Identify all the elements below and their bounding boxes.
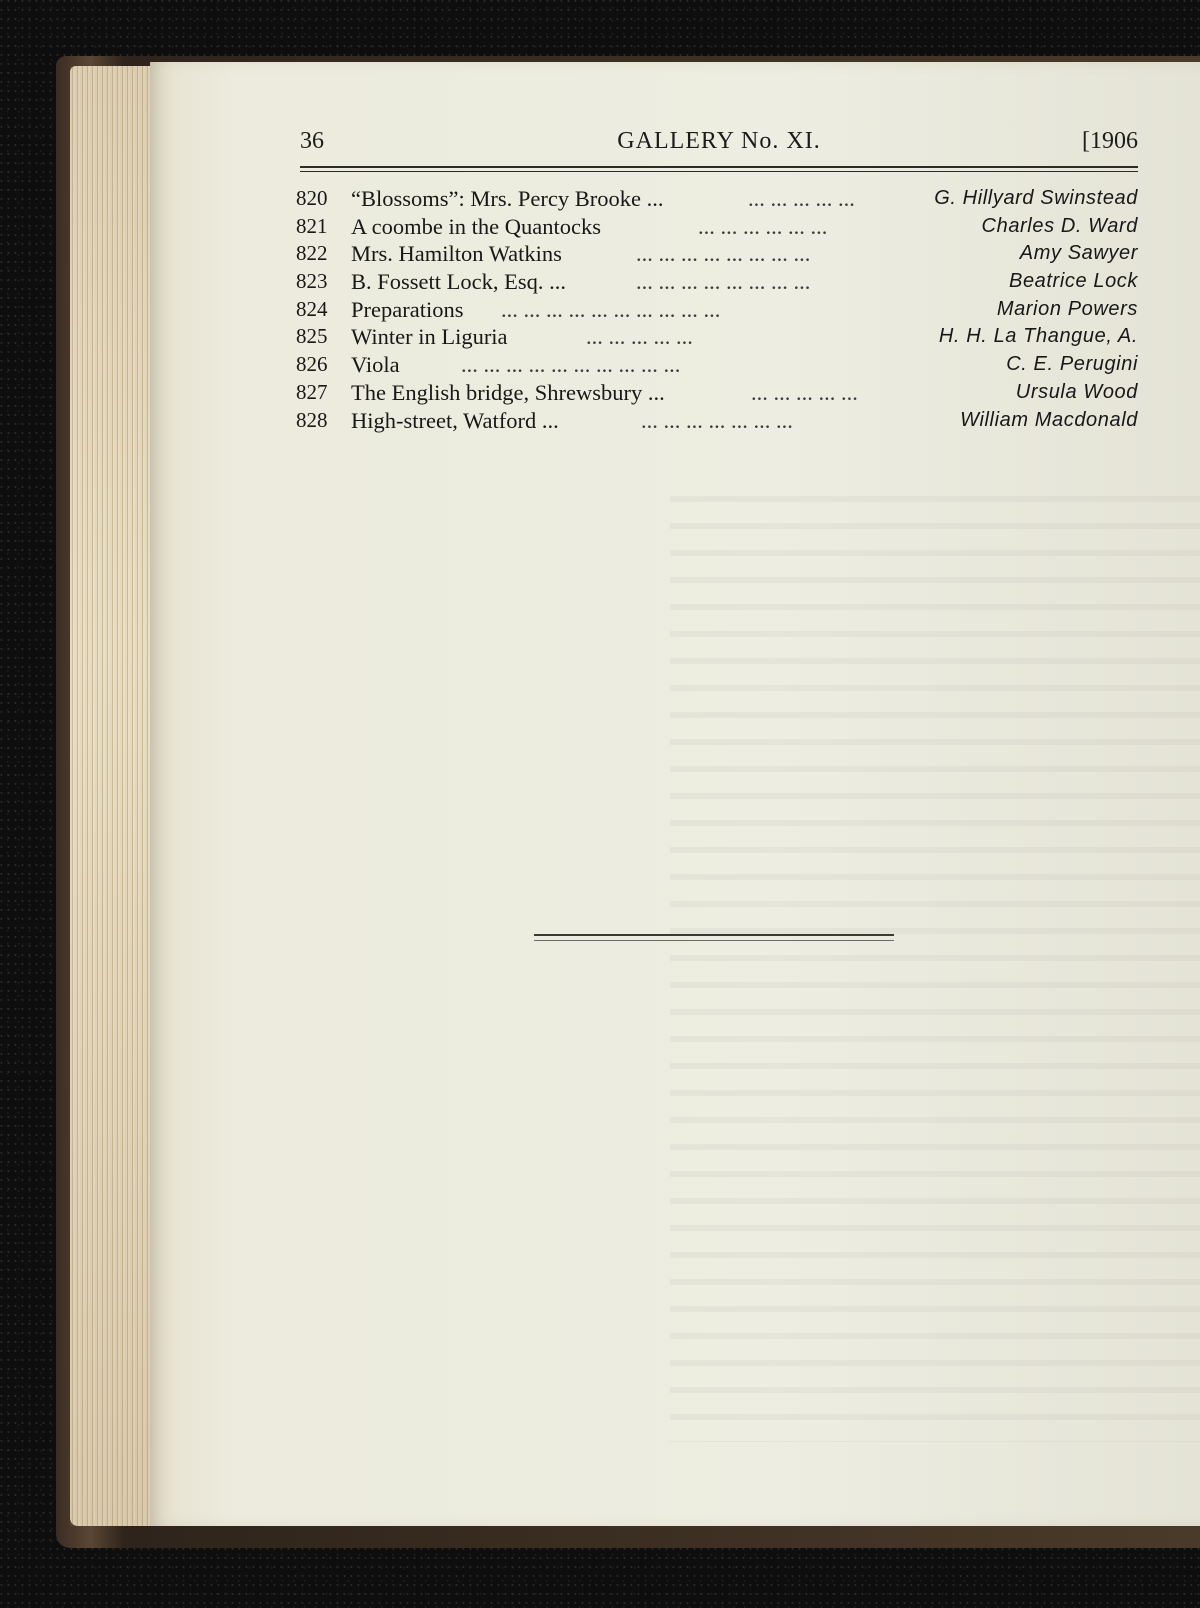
entry-artist: Marion Powers: [996, 297, 1138, 320]
entry-artist: Charles D. Ward: [981, 214, 1138, 237]
entry-number: 828: [296, 407, 328, 432]
page-header: [300, 128, 1138, 162]
header-rule: [300, 166, 1138, 168]
entry-number: 825: [296, 324, 328, 349]
leader-dots: ... ... ... ... ... ... ... ...: [636, 241, 811, 267]
entry-title: Mrs. Hamilton Watkins: [351, 241, 562, 267]
entry-title: Preparations: [351, 296, 464, 322]
year-label: [1906: [1082, 128, 1138, 154]
list-item: [296, 214, 1138, 242]
entry-artist: C. E. Perugini: [1006, 353, 1138, 376]
entry-title: “Blossoms”: Mrs. Percy Brooke ...: [351, 186, 664, 211]
list-item: [296, 408, 1138, 436]
section-divider-thin: [534, 940, 894, 941]
catalogue-entries: [296, 186, 1138, 435]
leader-dots: ... ... ... ... ... ... ... ... ... ...: [501, 296, 721, 322]
entry-number: 824: [296, 296, 328, 321]
entry-title: B. Fossett Lock, Esq. ...: [351, 269, 567, 295]
entry-number: 826: [296, 352, 328, 377]
page-number: 36: [300, 128, 324, 154]
entry-number: 822: [296, 241, 328, 266]
list-item: [296, 380, 1138, 408]
running-title: GALLERY No. XI.: [617, 128, 821, 154]
section-divider: [534, 934, 894, 936]
leader-dots: ... ... ... ... ...: [748, 186, 855, 211]
entry-number: 821: [296, 213, 328, 238]
entry-artist: Beatrice Lock: [1009, 270, 1138, 293]
entry-number: 827: [296, 379, 328, 404]
entry-artist: H. H. La Thangue, A.: [938, 325, 1138, 348]
leader-dots: ... ... ... ... ... ... ... ... ... ...: [461, 352, 681, 378]
entry-title: A coombe in the Quantocks: [351, 213, 601, 239]
list-item: [296, 352, 1138, 380]
leader-dots: ... ... ... ... ... ...: [698, 213, 828, 239]
entry-title: Winter in Liguria: [351, 324, 508, 350]
list-item: [296, 324, 1138, 352]
entry-number: 823: [296, 269, 328, 294]
show-through-text: [670, 482, 1200, 1442]
list-item: [296, 297, 1138, 325]
entry-artist: G. Hillyard Swinstead: [934, 187, 1138, 209]
leader-dots: ... ... ... ... ... ... ...: [641, 407, 793, 433]
entry-title: The English bridge, Shrewsbury ...: [351, 379, 665, 405]
list-item: [296, 241, 1138, 269]
leader-dots: ... ... ... ... ... ... ... ...: [636, 269, 811, 295]
entry-artist: Amy Sawyer: [1019, 242, 1138, 265]
entry-title: High-street, Watford ...: [351, 407, 559, 433]
list-item: [296, 269, 1138, 297]
list-item: [296, 186, 1138, 214]
entry-artist: Ursula Wood: [1015, 380, 1138, 403]
leader-dots: ... ... ... ... ...: [586, 324, 693, 350]
entry-number: 820: [296, 186, 328, 210]
header-rule-thin: [300, 171, 1138, 172]
entry-artist: William Macdonald: [960, 408, 1138, 431]
page-edges: [70, 66, 160, 1526]
leader-dots: ... ... ... ... ...: [751, 379, 858, 405]
entry-title: Viola: [351, 352, 400, 378]
